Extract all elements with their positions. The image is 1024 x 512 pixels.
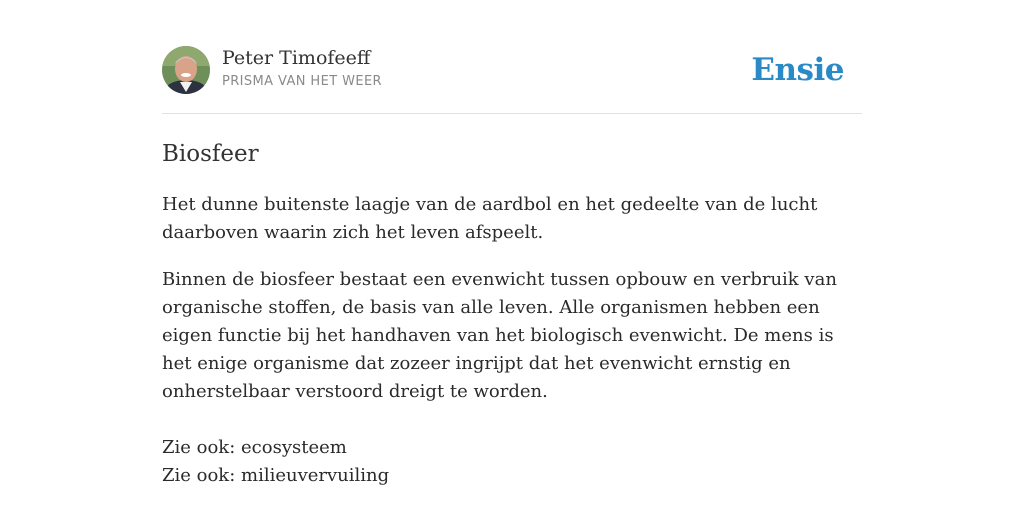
entry-title: Biosfeer — [162, 141, 259, 167]
see-also-item: Zie ook: milieuvervuiling — [162, 465, 390, 486]
brand-logo[interactable]: Ensie — [751, 52, 844, 88]
author-avatar[interactable] — [162, 46, 210, 94]
entry-card — [162, 46, 862, 490]
see-also-list — [162, 434, 862, 490]
entry-header — [162, 46, 862, 114]
entry-paragraph: Binnen de biosfeer bestaat een evenwicht tussen opbouw en verbruik van organische stoffen, de basis van alle leven. Alle organismen hebben een eigen functie bij het handhaven van het biologisch evenwicht. De mens is het enige organisme dat zozeer ingrijpt dat het evenwicht ernstig en onherstelbaar verstoord dreigt te worden. — [162, 269, 837, 402]
entry-paragraph: Het dunne buitenste laagje van de aardbol en het gedeelte van de lucht daarboven waarin zich het leven afspeelt. — [162, 194, 818, 243]
author-avatar-image — [162, 46, 210, 94]
author-source[interactable]: PRISMA VAN HET WEER — [222, 74, 382, 89]
see-also-item: Zie ook: ecosysteem — [162, 437, 347, 458]
author-name[interactable]: Peter Timofeeff — [222, 47, 371, 69]
